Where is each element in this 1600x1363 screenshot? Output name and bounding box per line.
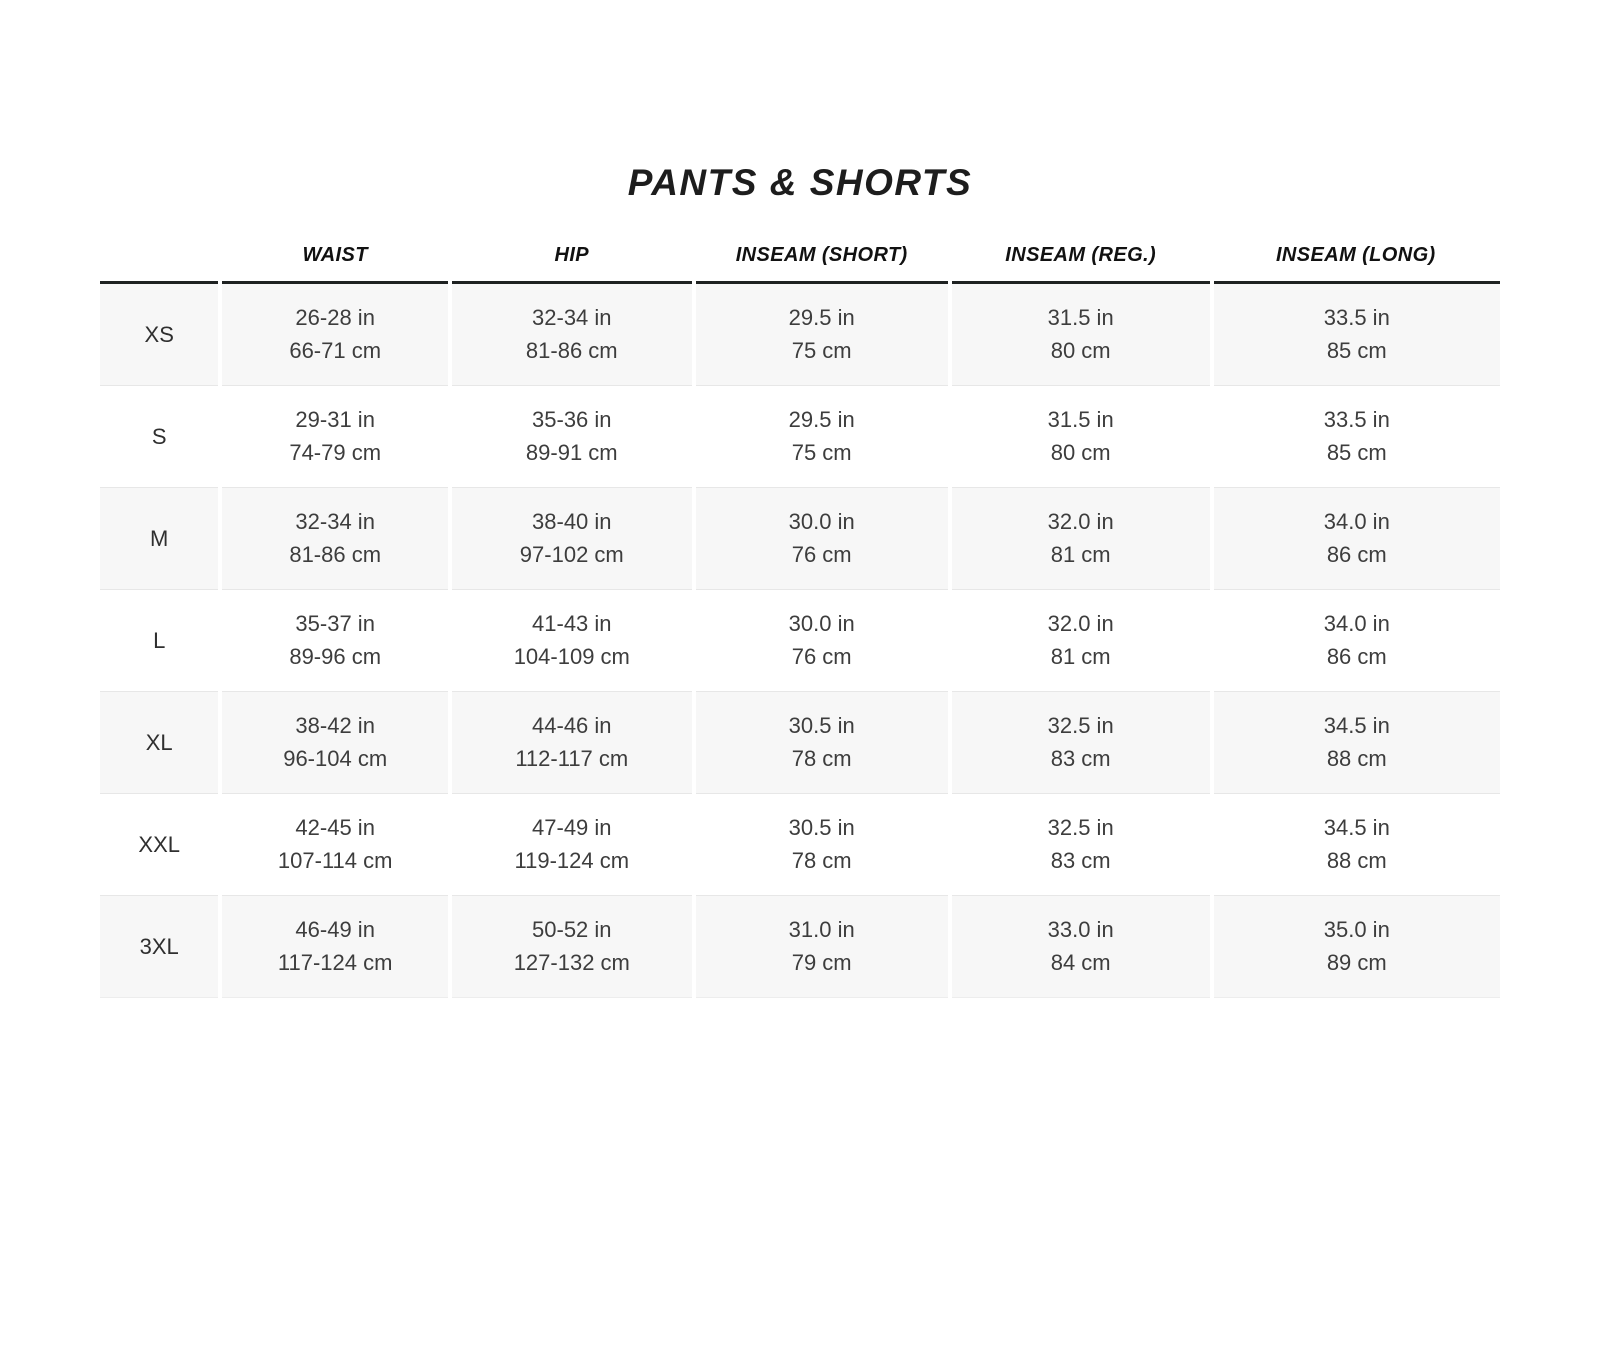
value-inches: 38-42 in: [295, 713, 375, 739]
value-inches: 33.5 in: [1323, 407, 1390, 433]
value-centimeters: 104-109 cm: [513, 644, 630, 670]
value-inches: 35-37 in: [295, 611, 375, 637]
value-inches: 26-28 in: [295, 305, 375, 331]
value-inches: 33.0 in: [1047, 917, 1114, 943]
header-row: [100, 244, 1500, 283]
value-centimeters: 107-114 cm: [277, 848, 393, 874]
value-centimeters: 78 cm: [791, 746, 852, 772]
value-centimeters: 81 cm: [1050, 644, 1111, 670]
size-table-header: [100, 244, 1500, 283]
cell-inseam-long: [1212, 282, 1500, 385]
value-centimeters: 74-79 cm: [289, 440, 382, 466]
value-inches: 29.5 in: [788, 407, 855, 433]
cell-inseam-long: [1212, 793, 1500, 895]
table-row: [100, 793, 1500, 895]
cell-inseam-reg: [950, 385, 1212, 487]
value-centimeters: 89 cm: [1326, 950, 1387, 976]
cell-hip: [450, 895, 694, 997]
cell-waist: [220, 282, 450, 385]
size-chart-section: [100, 163, 1500, 998]
cell-inseam-reg: [950, 589, 1212, 691]
cell-waist: [220, 793, 450, 895]
cell-hip: [450, 282, 694, 385]
size-table: [100, 244, 1500, 998]
value-inches: 41-43 in: [532, 611, 612, 637]
value-centimeters: 66-71 cm: [289, 338, 382, 364]
page-title: PANTS & SHORTS: [627, 162, 973, 203]
column-header-inseam-reg: INSEAM (REG.): [950, 244, 1212, 283]
value-centimeters: 127-132 cm: [513, 950, 630, 976]
value-inches: 29.5 in: [788, 305, 855, 331]
value-centimeters: 81 cm: [1050, 542, 1111, 568]
value-centimeters: 119-124 cm: [514, 848, 630, 874]
cell-inseam-short: [694, 793, 950, 895]
value-inches: 38-40 in: [532, 509, 612, 535]
value-inches: 31.5 in: [1047, 305, 1114, 331]
cell-hip: [450, 691, 694, 793]
column-header-hip: HIP: [450, 244, 694, 283]
value-inches: 34.5 in: [1323, 713, 1390, 739]
value-centimeters: 76 cm: [791, 644, 852, 670]
cell-hip: [450, 589, 694, 691]
value-centimeters: 83 cm: [1050, 848, 1111, 874]
column-header-waist: WAIST: [220, 244, 450, 283]
value-inches: 32-34 in: [295, 509, 375, 535]
value-inches: 31.5 in: [1047, 407, 1114, 433]
size-label: XL: [100, 691, 220, 793]
value-inches: 34.0 in: [1323, 611, 1390, 637]
size-label: M: [100, 487, 220, 589]
cell-inseam-short: [694, 282, 950, 385]
cell-inseam-reg: [950, 793, 1212, 895]
value-inches: 34.5 in: [1323, 815, 1390, 841]
cell-inseam-long: [1212, 691, 1500, 793]
value-inches: 32.0 in: [1047, 611, 1114, 637]
value-centimeters: 84 cm: [1050, 950, 1111, 976]
cell-waist: [220, 487, 450, 589]
cell-inseam-long: [1212, 385, 1500, 487]
value-centimeters: 79 cm: [791, 950, 852, 976]
cell-inseam-short: [694, 385, 950, 487]
column-header-size: [100, 244, 220, 283]
value-inches: 30.0 in: [788, 509, 855, 535]
table-row: [100, 895, 1500, 997]
value-centimeters: 88 cm: [1326, 746, 1387, 772]
cell-hip: [450, 793, 694, 895]
value-centimeters: 89-96 cm: [289, 644, 382, 670]
cell-hip: [450, 385, 694, 487]
value-inches: 47-49 in: [532, 815, 612, 841]
value-inches: 30.5 in: [788, 713, 855, 739]
value-centimeters: 117-124 cm: [277, 950, 393, 976]
value-centimeters: 80 cm: [1050, 338, 1111, 364]
table-row: [100, 691, 1500, 793]
column-header-inseam-long: INSEAM (LONG): [1212, 244, 1500, 283]
value-inches: 34.0 in: [1323, 509, 1390, 535]
size-table-body: [100, 282, 1500, 997]
cell-inseam-reg: [950, 487, 1212, 589]
value-inches: 32.5 in: [1047, 815, 1114, 841]
value-inches: 30.0 in: [788, 611, 855, 637]
value-inches: 32.5 in: [1047, 713, 1114, 739]
size-label: L: [100, 589, 220, 691]
value-centimeters: 86 cm: [1326, 542, 1387, 568]
value-inches: 50-52 in: [532, 917, 612, 943]
size-label: XS: [100, 282, 220, 385]
cell-inseam-long: [1212, 895, 1500, 997]
column-header-inseam-short: INSEAM (SHORT): [694, 244, 950, 283]
value-centimeters: 89-91 cm: [525, 440, 618, 466]
value-inches: 46-49 in: [295, 917, 375, 943]
size-label: 3XL: [100, 895, 220, 997]
value-centimeters: 81-86 cm: [289, 542, 382, 568]
table-row: [100, 487, 1500, 589]
cell-hip: [450, 487, 694, 589]
size-label: S: [100, 385, 220, 487]
value-centimeters: 86 cm: [1326, 644, 1387, 670]
value-centimeters: 75 cm: [791, 338, 852, 364]
value-inches: 33.5 in: [1323, 305, 1390, 331]
cell-waist: [220, 895, 450, 997]
value-centimeters: 96-104 cm: [283, 746, 388, 772]
value-inches: 29-31 in: [295, 407, 375, 433]
value-centimeters: 83 cm: [1050, 746, 1111, 772]
value-centimeters: 76 cm: [791, 542, 852, 568]
value-centimeters: 85 cm: [1326, 338, 1387, 364]
value-inches: 31.0 in: [788, 917, 855, 943]
cell-inseam-short: [694, 691, 950, 793]
cell-inseam-reg: [950, 282, 1212, 385]
value-inches: 44-46 in: [532, 713, 612, 739]
value-centimeters: 88 cm: [1326, 848, 1387, 874]
value-centimeters: 75 cm: [791, 440, 852, 466]
table-row: [100, 589, 1500, 691]
value-inches: 32.0 in: [1047, 509, 1114, 535]
table-row: [100, 385, 1500, 487]
value-inches: 30.5 in: [788, 815, 855, 841]
value-centimeters: 97-102 cm: [519, 542, 624, 568]
value-inches: 42-45 in: [295, 815, 375, 841]
value-centimeters: 78 cm: [791, 848, 852, 874]
value-centimeters: 81-86 cm: [525, 338, 618, 364]
cell-inseam-long: [1212, 487, 1500, 589]
cell-inseam-short: [694, 487, 950, 589]
cell-waist: [220, 589, 450, 691]
cell-inseam-short: [694, 895, 950, 997]
value-inches: 35-36 in: [532, 407, 612, 433]
table-row: [100, 282, 1500, 385]
cell-inseam-short: [694, 589, 950, 691]
cell-inseam-reg: [950, 691, 1212, 793]
value-inches: 32-34 in: [532, 305, 612, 331]
cell-waist: [220, 691, 450, 793]
value-centimeters: 85 cm: [1326, 440, 1387, 466]
cell-waist: [220, 385, 450, 487]
value-centimeters: 80 cm: [1050, 440, 1111, 466]
size-label: XXL: [100, 793, 220, 895]
cell-inseam-long: [1212, 589, 1500, 691]
cell-inseam-reg: [950, 895, 1212, 997]
value-centimeters: 112-117 cm: [515, 746, 629, 772]
value-inches: 35.0 in: [1323, 917, 1390, 943]
